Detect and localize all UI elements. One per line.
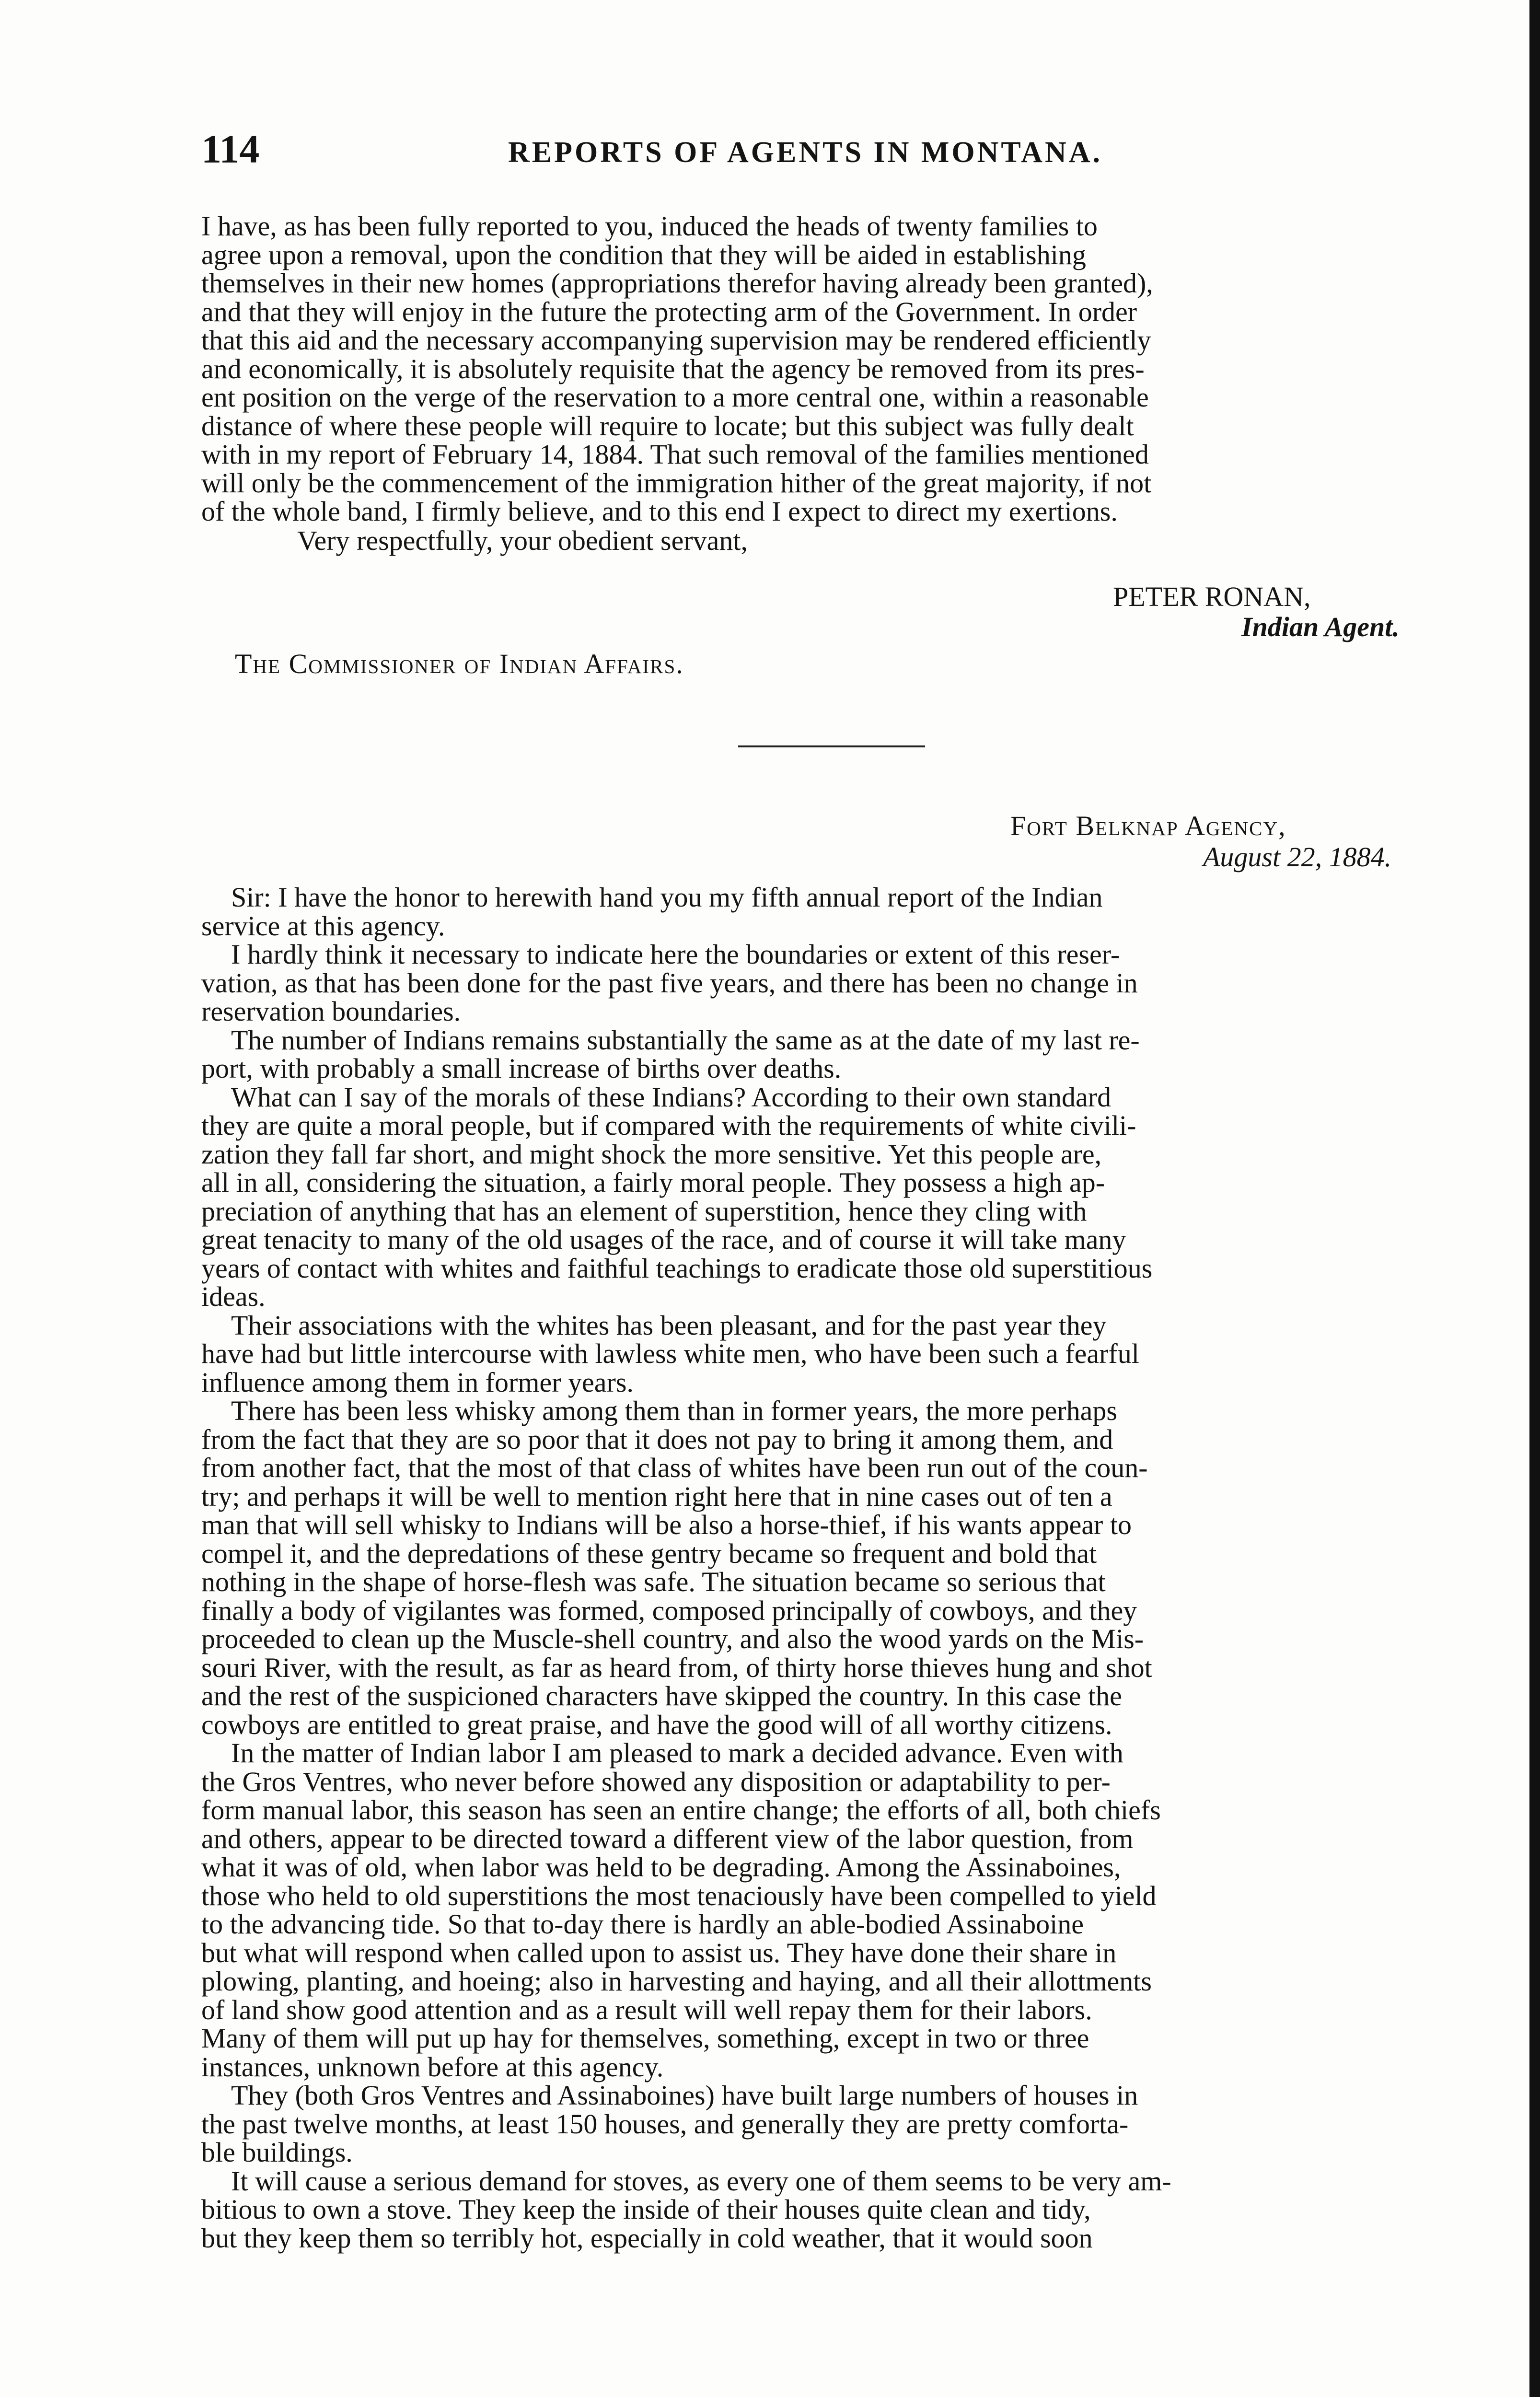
date-line [1203,843,1391,872]
place-line: Fort Belknap Agency, [1010,810,1286,841]
addressee: The Commissioner of Indian Affairs. [235,648,684,679]
report-paragraph: What can I say of the morals of these Indians? According to their own standard they are quite a moral people, but if compared with the requirements of white civili- zation they fall far short, and might shock the more sensitive. Yet this people are, all in all, considering the situation, a fairly moral people. They possess a high ap- preciation of anything that has an element of superstition, hence they cling with great tenacity to many of the old usages of the race, and of course it will take many years of contact with whites and faithful teachings to eradicate those old superstitious ideas. [201,1081,1153,1312]
report-paragraph: There has been less whisky among them than in former years, the more perhaps from the fact that they are so poor that it does not pay to bring it among them, and from another fact, that the most of that class of whites have been run out of the coun- try; and perhaps it will be well to mention right here that in nine cases out of ten a man that will sell whisky to Indians will be also a horse-thief, if his wants appear to compel it, and the depredations of these gentry became so frequent and bold that nothing in the shape of horse-flesh was safe. The situation became so serious that finally a body of vigilantes was formed, composed principally of cowboys, and they proceeded to clean up the Muscle-shell country, and also the wood yards on the Mis- souri River, with the result, as far as heard from, of thirty horse thieves hung and shot and the rest of the suspicioned characters have skipped the country. In this case the cowboys are entitled to great praise, and have the good will of all worthy citizens. [201,1395,1152,1740]
date-text: August 22, 1884. [1203,841,1392,873]
closing-block [201,526,1471,555]
closing-line: Very respectfully, your obedient servant, [297,525,748,556]
page-header [201,126,1471,178]
signature-title: Indian Agent. [1241,611,1400,642]
report-paragraph: It will cause a serious demand for stoves, as every one of them seems to be very am- bitious to own a stove. They keep the inside of their houses quite clean and tidy, but they keep them so terribly hot, especially in cold weather, that it would soon [201,2165,1171,2254]
section-divider [738,745,925,747]
report-paragraph: Their associations with the whites has been pleasant, and for the past year they have had but little intercourse with lawless white men, who have been such a fearful influence among them in former years. [201,1309,1139,1398]
report-paragraph: I hardly think it necessary to indicate here the boundaries or extent of this reser- vation, as that has been done for the past five years, and there has been no change in reservation boundaries. [201,939,1138,1027]
report-body [201,883,1471,2252]
running-head: REPORTS OF AGENTS IN MONTANA. [508,136,1102,169]
report-paragraph: Sir: I have the honor to herewith hand you my fifth annual report of the Indian service at this agency. [201,882,1103,942]
signature-name: PETER RONAN, [1113,581,1311,612]
report-paragraph: In the matter of Indian labor I am pleased to mark a decided advance. Even with the Gros Ventres, who never before showed any disposition or adaptability to per- form manual labor, this season has seen an entire change; the efforts of all, both chiefs and others, appear to be directed toward a different view of the labor question, from what it was of old, when labor was held to be degrading. Among the Assinaboines, those who held to old superstitions the most tenaciously have been compelled to yield to the advancing tide. So that to-day there is hardly an able-bodied Assinaboine but what will respond when called upon to assist us. They have done their share in plowing, planting, and hoeing; also in harvesting and haying, and all their allottments of land show good attention and as a result will well repay them for their labors. Many of them will put up hay for themselves, something, except in two or three instances, unknown before at this agency. [201,1737,1161,2083]
page-number: 114 [201,127,260,172]
scan-edge-right [1529,0,1540,2397]
report-continuation [201,212,1471,526]
report-paragraph: They (both Gros Ventres and Assinaboines) have built large numbers of houses in the past twelve months, at least 150 houses, and generally they are pretty comforta- ble buildings. [201,2080,1138,2168]
report-paragraph: The number of Indians remains substantially the same as at the date of my last re- port, with probably a small increase of births over deaths. [201,1024,1140,1084]
continuation-paragraph: I have, as has been fully reported to you, induced the heads of twenty families to agree upon a removal, upon the condition that they will be aided in establishing themselves in their new homes (appropriations therefor having already been granted), and that they will enjoy in the future the protecting arm of the Government. In order that this aid and the necessary accompanying supervision may be rendered efficiently and economically, it is absolutely requisite that the agency be removed from its pres- ent position on the verge of the reservation to a more central one, within a reasonable distance of where these people will require to locate; but this subject was fully dealt with in my report of February 14, 1884. That such removal of the families mentioned will only be the commencement of the immigration hither of the great majority, if not of the whole band, I firmly believe, and to this end I expect to direct my exertions. [201,210,1153,527]
